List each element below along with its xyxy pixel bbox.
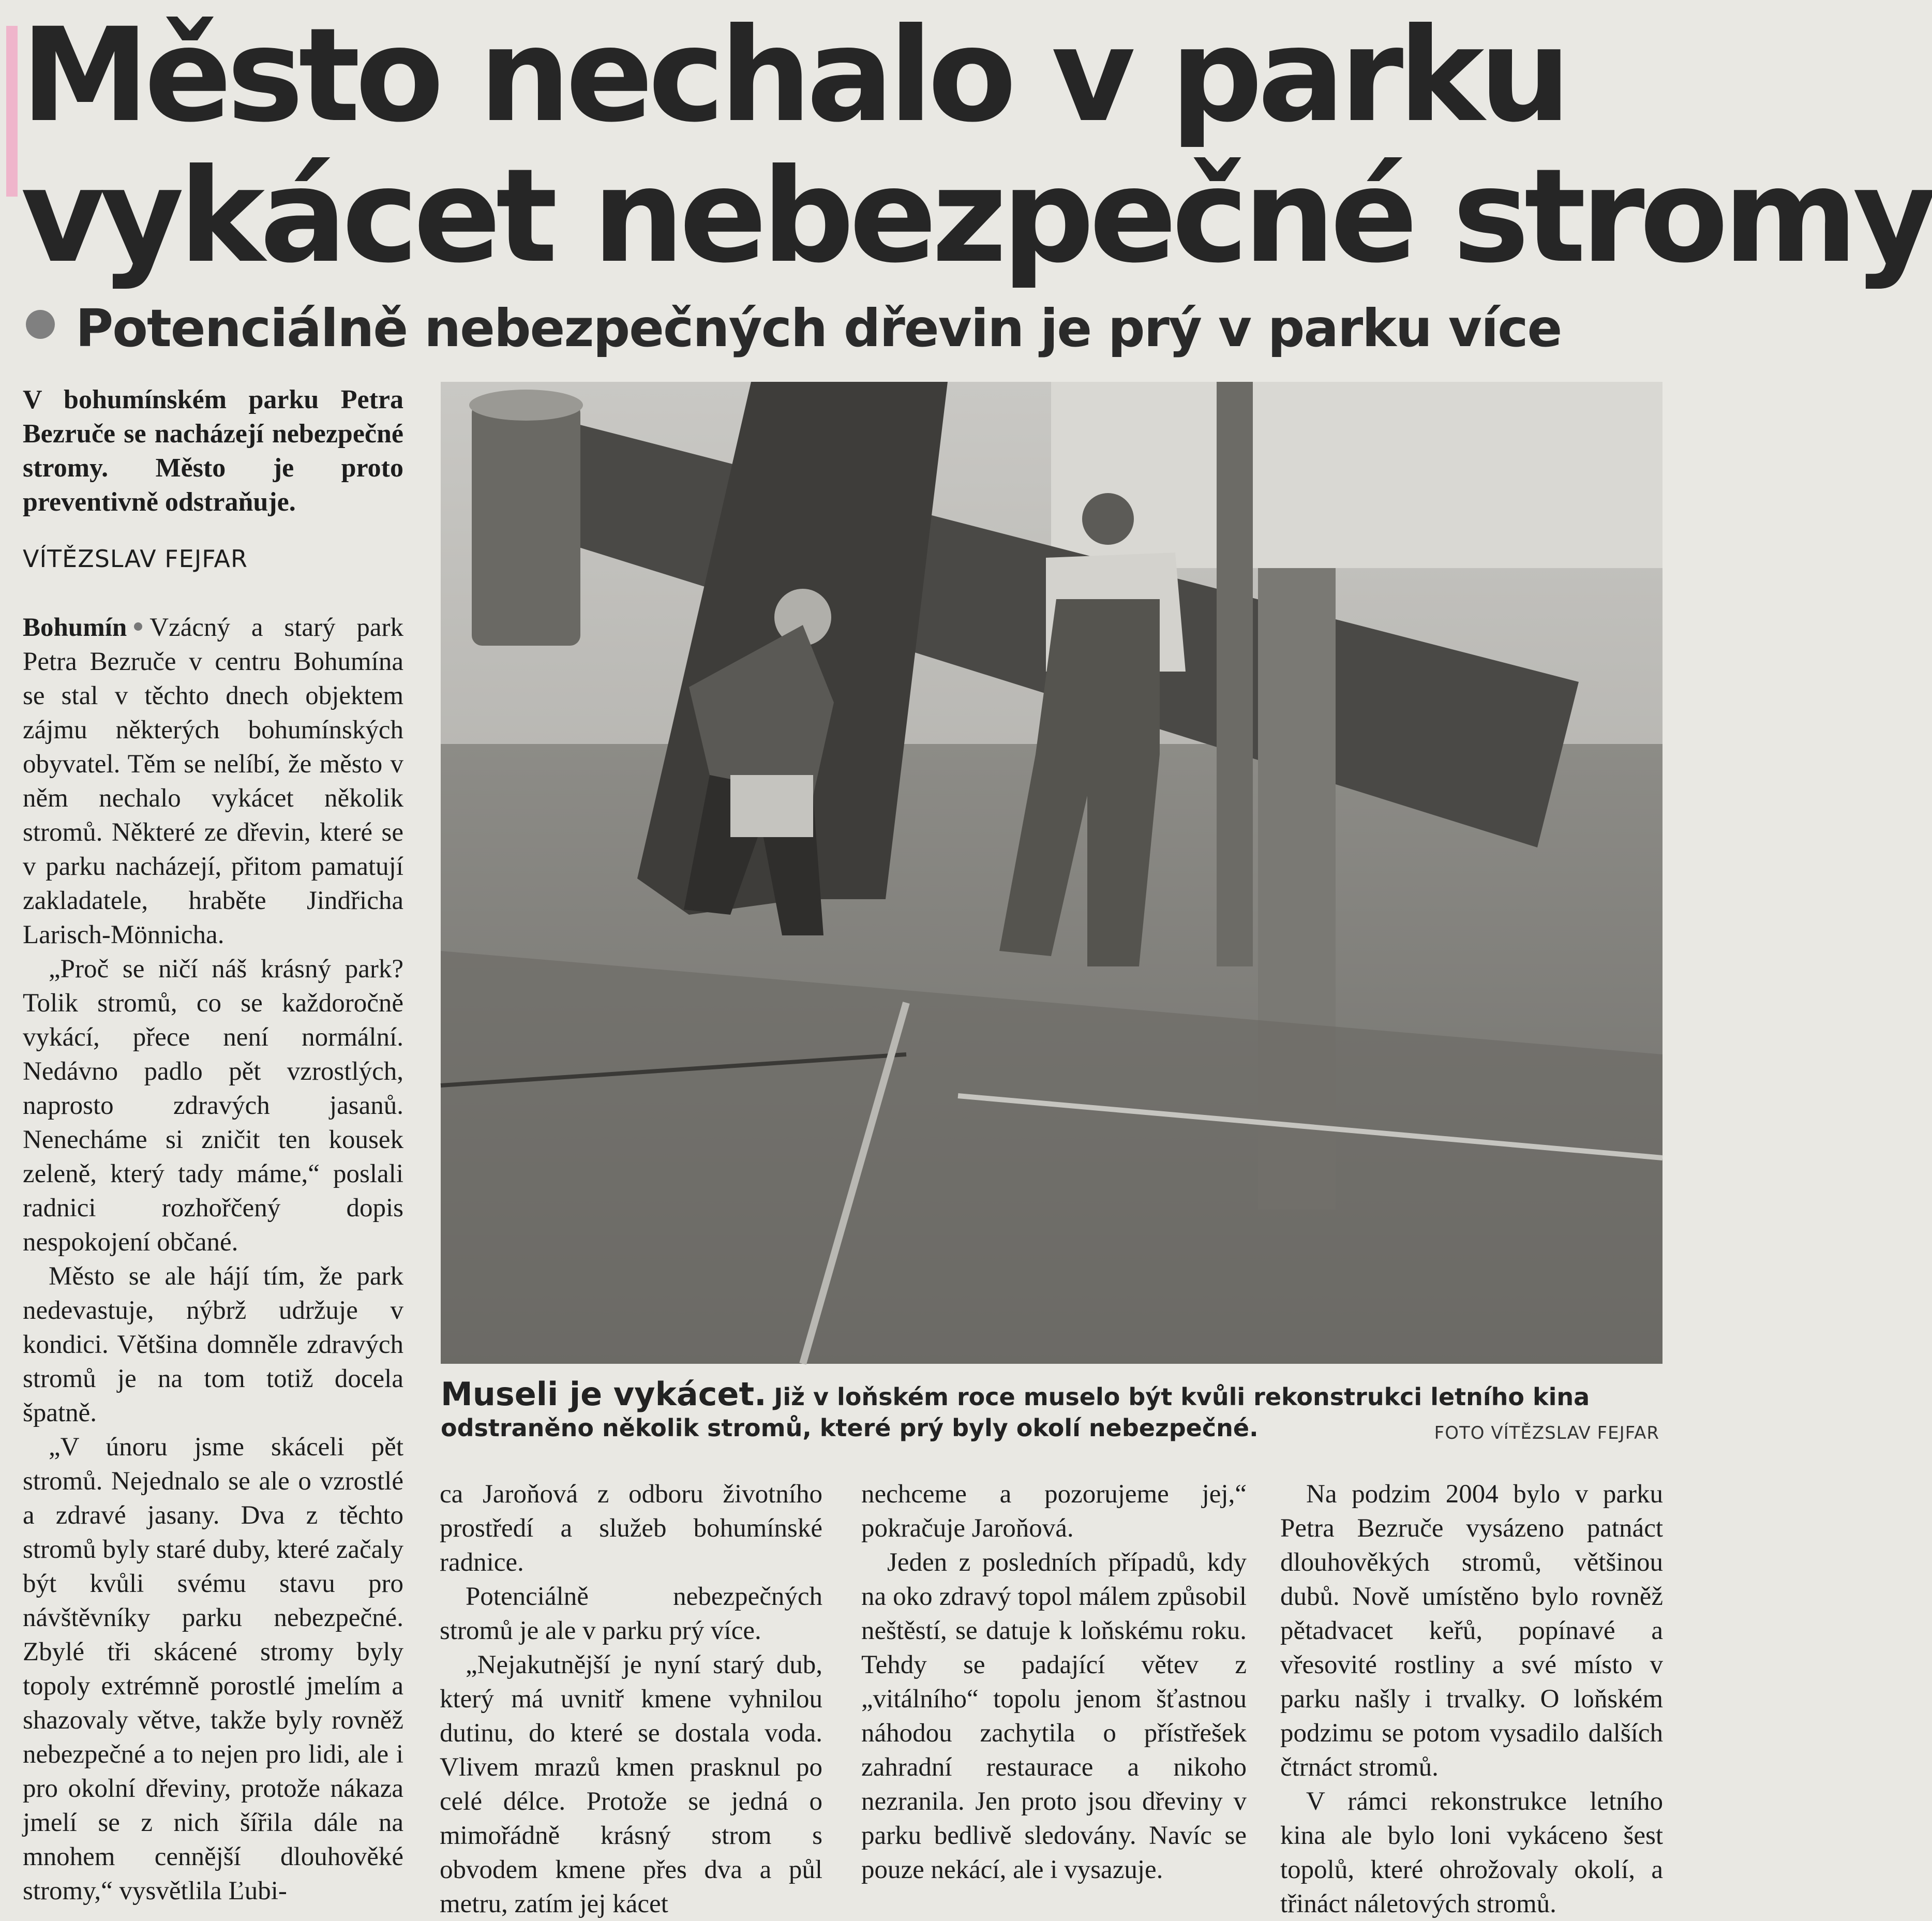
caption-text: Již v loňském roce muselo být kvůli rekonstrukci letního kina odstraněno několik stromů, které prý byly okolí nebezpečné. (441, 1383, 1590, 1442)
article-paragraph: ca Jaroňová z odboru životního prostředí a služeb bohumínské radnice. (440, 1480, 822, 1577)
article-column-2 (440, 1477, 822, 1921)
article-paragraph: „V únoru jsme skáceli pět stromů. Nejednalo se ale o vzrostlé a zdravé jasany. Dva z těchto stromů byly staré duby, které začaly být kvůli svému stavu pro návštěvníky parku nebezpečné. Zbylé tři skácené stromy byly topoly extrémně porostlé jmelím a shazovaly větve, takže byly rovněž nebezpečné a to nejen pro lidi, ale i pro okolní dřeviny, protože nákaza jmelí se z nich šířila dále na mnohem cennější dlouhověké stromy,“ vysvětlila Ľubi- (23, 1433, 403, 1905)
caption-title: Museli je vykácet. (441, 1375, 767, 1413)
intro-text: Vzácný a starý park Petra Bezruče v centru Bohumína se stal v těchto dnech objektem zájmu některých bohumínských obyvatel. Těm se nelíbí, že město v něm nechalo vykácet několik stromů. Některé ze dřevin, které se v parku nacházejí, přitom pamatují zakladatele, hraběte Jindřicha Larisch-Mönnicha. (23, 613, 403, 949)
highlighter-mark (6, 26, 18, 197)
intro-paragraph (23, 610, 403, 952)
article-paragraph: Jeden z posledních případů, kdy na oko zdravý topol málem způsobil neštěstí, se datuje k loňskému roku. Tehdy se padající větev z „vitálního“ topolu jenom šťastnou náhodou zachytila o přístřešek zahradní restaurace a nikoho nezranila. Jen proto jsou dřeviny v parku bedlivě sledovány. Navíc se pouze nekácí, ale i vysazuje. (861, 1548, 1247, 1884)
article-paragraph: nechceme a pozorujeme jej,“ pokračuje Jaroňová. (861, 1480, 1247, 1543)
headline-line-2: vykácet nebezpečné stromy (21, 141, 1932, 291)
lead-paragraph: V bohumínském parku Petra Bezruče se nacházejí nebezpečné stromy. Město je proto preventivně odstraňuje. (23, 385, 403, 517)
dateline: Bohumín (23, 613, 127, 642)
article-paragraph: „Nejakutnější je nyní starý dub, který má uvnitř kmene vyhnilou dutinu, do které se dostala voda. Vlivem mrazů kmen prasknul po celé délce. Protože se jedná o mimořádně krásný strom s obvodem kmene přes dva a půl metru, zatím jej kácet (440, 1650, 822, 1918)
subheadline-text: Potenciálně nebezpečných dřevin je prý v parku více (76, 298, 1562, 359)
article-column-1-top (23, 610, 403, 1908)
photo-lumberjacks-image (441, 382, 1663, 1364)
article-paragraph: „Proč se ničí náš krásný park? Tolik stromů, co se každoročně vykácí, přece není normální. Nedávno padlo pět vzrostlých, naprosto zdravých jasanů. Nenecháme si zničit ten kousek zeleně, který tady máme,“ poslali radnici rozhořčený dopis nespokojení občané. (23, 955, 403, 1257)
photo-credit: FOTO VÍTĚZSLAV FEJFAR (1434, 1423, 1659, 1443)
article-paragraph: Potenciálně nebezpečných stromů je ale v parku prý více. (440, 1582, 822, 1645)
article-photo (441, 382, 1663, 1364)
article-column-3 (861, 1477, 1247, 1887)
article-paragraph: Na podzim 2004 bylo v parku Petra Bezruče vysázeno patnáct dlouhověkých stromů, většinou dubů. Nově umístěno bylo rovněž pětadvacet keřů, popínavé a vřesovité rostliny a své místo v parku našly i trvalky. O loňském podzimu se potom vysadilo dalších čtrnáct stromů. (1280, 1480, 1663, 1782)
headline-line-1: Město nechalo v parku (21, 0, 1566, 151)
article-paragraph: V rámci rekonstrukce letního kina ale bylo loni vykáceno šest topolů, které ohrožovaly okolí, a třináct náletových stromů. (1280, 1787, 1663, 1918)
byline: VÍTĚZSLAV FEJFAR (23, 545, 248, 573)
subheadline (26, 297, 1655, 360)
bullet-icon (26, 310, 55, 339)
article-column-4 (1280, 1477, 1663, 1921)
headline (21, 0, 1932, 291)
dateline-dot-icon (134, 622, 142, 631)
article-paragraph: Město se ale hájí tím, že park nedevastuje, nýbrž udržuje v kondici. Většina domněle zdravých stromů je na tom totiž docela špatně. (23, 1262, 403, 1427)
